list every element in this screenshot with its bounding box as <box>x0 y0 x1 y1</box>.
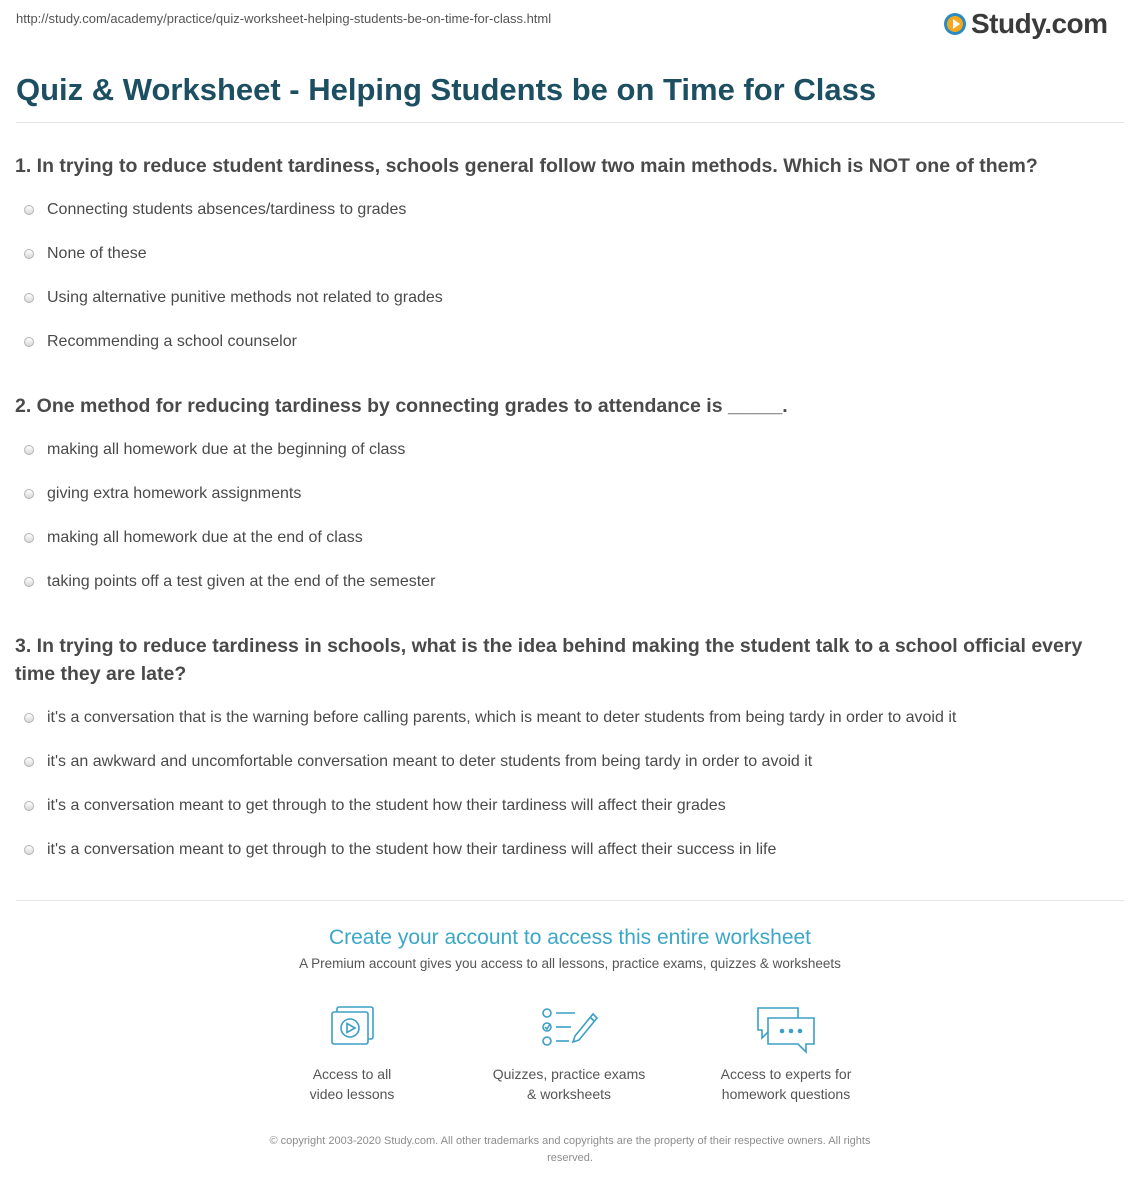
signup-cta <box>0 922 1140 971</box>
radio-button[interactable] <box>24 713 34 723</box>
answer-option[interactable] <box>24 332 297 352</box>
brand-name: Study.com <box>971 8 1108 39</box>
answer-text: it's an awkward and uncomfortable conversation meant to deter students from being tardy in order to avoid it <box>47 753 813 770</box>
radio-button[interactable] <box>24 445 34 455</box>
question-3: 3. In trying to reduce tardiness in schools, what is the idea behind making the student talk to a school official every time they are late? <box>15 635 1083 685</box>
answer-option[interactable] <box>24 572 435 592</box>
answer-option[interactable] <box>24 484 301 504</box>
radio-button[interactable] <box>24 757 34 767</box>
video-lessons-icon <box>326 1004 378 1050</box>
answer-option[interactable] <box>24 708 956 728</box>
radio-button[interactable] <box>24 845 34 855</box>
answer-text: it's a conversation that is the warning before calling parents, which is meant to deter students from being tardy in order to avoid it <box>47 709 957 726</box>
radio-button[interactable] <box>24 577 34 587</box>
radio-button[interactable] <box>24 293 34 303</box>
answer-text: making all homework due at the beginning of class <box>47 441 406 458</box>
feature-label: Quizzes, practice exams & worksheets <box>492 1066 646 1102</box>
answer-option[interactable] <box>24 528 363 548</box>
question-1: 1. In trying to reduce student tardiness, schools general follow two main methods. Which is NOT one of them? <box>15 155 1038 177</box>
title-divider <box>16 122 1124 123</box>
radio-button[interactable] <box>24 249 34 259</box>
feature-experts <box>686 1004 886 1104</box>
question-2: 2. One method for reducing tardiness by connecting grades to attendance is _____. <box>15 395 788 417</box>
answer-option[interactable] <box>24 840 776 860</box>
radio-button[interactable] <box>24 533 34 543</box>
answer-text: Recommending a school counselor <box>47 333 297 350</box>
copyright-notice: © copyright 2003-2020 Study.com. All other trademarks and copyrights are the property of their respective owners. All rights reserved. <box>269 1135 871 1164</box>
chat-bubbles-icon <box>754 1004 818 1056</box>
answer-text: taking points off a test given at the end of the semester <box>47 573 436 590</box>
answer-text: it's a conversation meant to get through to the student how their tardiness will affect their grades <box>47 797 726 814</box>
radio-button[interactable] <box>24 205 34 215</box>
answer-option[interactable] <box>24 796 726 816</box>
answer-text: Using alternative punitive methods not related to grades <box>47 289 443 306</box>
quiz-checklist-icon <box>539 1004 599 1050</box>
page-url: http://study.com/academy/practice/quiz-worksheet-helping-students-be-on-time-for-class.html <box>16 11 552 26</box>
cta-subheading: A Premium account gives you access to all lessons, practice exams, quizzes & worksheets <box>299 956 841 971</box>
feature-label: Access to all video lessons <box>309 1066 395 1102</box>
radio-button[interactable] <box>24 801 34 811</box>
study-com-logo[interactable] <box>944 8 1108 40</box>
answer-option[interactable] <box>24 288 443 308</box>
feature-quizzes <box>469 1004 669 1104</box>
answer-option[interactable] <box>24 200 406 220</box>
answer-text: it's a conversation meant to get through to the student how their tardiness will affect their success in life <box>47 841 777 858</box>
page-title: Quiz & Worksheet - Helping Students be on Time for Class <box>16 72 877 107</box>
radio-button[interactable] <box>24 337 34 347</box>
answer-text: giving extra homework assignments <box>47 485 302 502</box>
radio-button[interactable] <box>24 489 34 499</box>
answer-option[interactable] <box>24 752 812 772</box>
answer-text: None of these <box>47 245 147 262</box>
cta-heading[interactable]: Create your account to access this entire worksheet <box>328 926 812 949</box>
feature-label: Access to experts for homework questions <box>720 1066 852 1102</box>
answer-text: making all homework due at the end of class <box>47 529 363 546</box>
feature-video-lessons <box>252 1004 452 1104</box>
answer-text: Connecting students absences/tardiness to grades <box>47 201 407 218</box>
play-logo-icon <box>944 13 966 35</box>
answer-option[interactable] <box>24 244 147 264</box>
cta-divider <box>16 900 1124 901</box>
answer-option[interactable] <box>24 440 405 460</box>
